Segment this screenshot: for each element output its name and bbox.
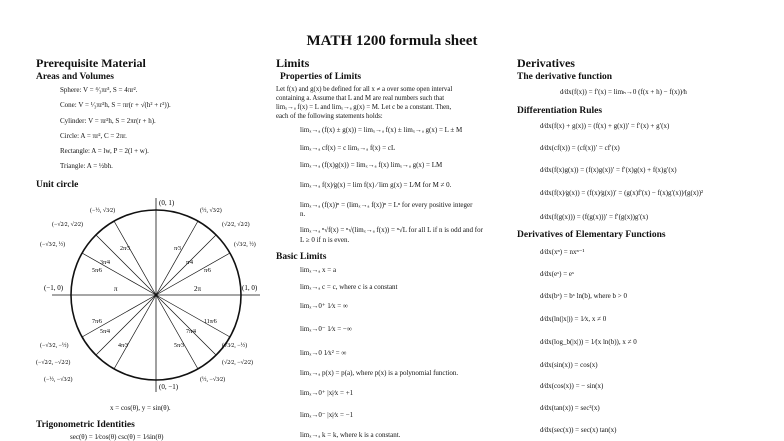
point-left: (−1, 0) [44, 284, 64, 292]
elementary-derivative: d⁄dx(bˣ) = bˣ ln(b), where b > 0 [540, 292, 627, 300]
differentiation-rule: d⁄dx(cf(x)) = (cf(x))′ = cf′(x) [540, 144, 620, 152]
point-q4: (√3⁄2, −½) [222, 343, 248, 349]
point-q1: (√3⁄2, ½) [234, 242, 256, 248]
prerequisite-heading: Prerequisite Material [36, 56, 146, 70]
angle-q1: π⁄3 [174, 246, 182, 252]
intro-line: containing a. Assume that L and M are real numbers such that [276, 95, 445, 102]
elementary-derivative: d⁄dx(tan(x)) = sec²(x) [540, 404, 600, 412]
angle-q1: π⁄6 [204, 268, 212, 274]
area-formula: Circle: A = πr², C = 2πr. [60, 132, 127, 140]
basic-limit: limₓ→0⁺ 1⁄x = ∞ [300, 302, 348, 310]
derivative-function-heading: The derivative function [517, 72, 612, 82]
angle-q1: π⁄4 [186, 260, 194, 266]
radius-150 [82, 253, 156, 295]
differentiation-rule: d⁄dx(f(g(x))) = (f(g(x)))′ = f′(g(x))g′(x) [540, 213, 649, 221]
differentiation-rules-heading: Differentiation Rules [517, 106, 603, 116]
limit-property: limₓ→ₐ (f(x) ± g(x)) = limₓ→ₐ f(x) ± limₓ→ₐ g(x) = L ± M [300, 126, 463, 134]
area-formula: Rectangle: A = lw, P = 2(l + w). [60, 147, 149, 155]
point-q4: (√2⁄2, −√2⁄2) [222, 360, 253, 366]
angle-q4: 5π⁄3 [174, 343, 185, 349]
basic-limit: limₓ→ₐ p(x) = p(a), where p(x) is a polynomial function. [300, 369, 459, 377]
limit-property: limₓ→ₐ (f(x)g(x)) = limₓ→ₐ f(x) limₓ→ₐ g(x) = LM [300, 161, 443, 169]
area-formula: Cone: V = ¹⁄₃πr²h, S = πr(r + √(h² + r²)). [60, 101, 171, 109]
limit-property: n. [300, 210, 306, 218]
angle-q3: 5π⁄4 [100, 329, 111, 335]
basic-limit: limₓ→0 1⁄x² = ∞ [300, 349, 347, 357]
unit-circle-caption: x = cos(θ), y = sin(θ). [110, 404, 171, 412]
radius-210 [82, 295, 156, 337]
area-formula: Triangle: A = ½bh. [60, 162, 113, 170]
limit-property: limₓ→ₐ f(x)⁄g(x) = lim f(x) ⁄ lim g(x) = L⁄M for M ≠ 0. [300, 181, 452, 189]
point-q2: (−½, √3⁄2) [90, 208, 116, 214]
point-q3: (−√3⁄2, −½) [40, 343, 69, 349]
intro-line: Let f(x) and g(x) be defined for all x ≠ a over some open interval [276, 86, 453, 93]
point-q1: (½, √3⁄2) [200, 208, 222, 214]
angle-q2: 2π⁄3 [120, 246, 131, 252]
elementary-derivative: d⁄dx(eˣ) = eˣ [540, 270, 575, 278]
derivative-definition: d⁄dx(f(x)) = f′(x) = limₕ→0 (f(x + h) − f(x))⁄h [560, 88, 687, 96]
basic-limit: limₓ→ₐ k = k, where k is a constant. [300, 431, 401, 439]
basic-limit: limₓ→ₐ x = a [300, 266, 337, 274]
angle-2pi: 2π [194, 285, 202, 293]
point-q2: (−√2⁄2, √2⁄2) [52, 222, 83, 228]
point-top: (0, 1) [159, 199, 175, 207]
differentiation-rule: d⁄dx(f(x) + g(x)) = (f(x) + g(x))′ = f′(x) + g′(x) [540, 122, 670, 130]
radius-240 [114, 295, 156, 369]
angle-q4: 7π⁄4 [186, 329, 197, 335]
elementary-derivative: d⁄dx(cos(x)) = − sin(x) [540, 382, 604, 390]
angle-q2: 5π⁄6 [92, 268, 103, 274]
derivatives-heading: Derivatives [517, 56, 575, 70]
unit-circle-diagram [0, 190, 270, 420]
angle-q2: 3π⁄4 [100, 260, 111, 266]
trig-identities-heading: Trigonometric Identities [36, 420, 135, 430]
point-q2: (−√3⁄2, ½) [40, 242, 66, 248]
trig-identity: sec(θ) = 1⁄cos(θ) csc(θ) = 1⁄sin(θ) [70, 433, 164, 441]
point-q1: (√2⁄2, √2⁄2) [222, 222, 250, 228]
elementary-derivative: d⁄dx(xⁿ) = nxⁿ⁻¹ [540, 248, 585, 256]
limit-property: limₓ→ₐ (f(x))ⁿ = (limₓ→ₐ f(x))ⁿ = Lⁿ for every positive integer [300, 201, 473, 209]
limits-intro [276, 85, 452, 121]
intro-line: limₓ→ₐ f(x) = L and limₓ→ₐ g(x) = M. Let c be a constant. Then, [276, 104, 452, 111]
limits-heading: Limits [276, 56, 310, 70]
angle-q3: 7π⁄6 [92, 319, 103, 325]
unit-circle-heading: Unit circle [36, 180, 79, 190]
point-q3: (−½, −√3⁄2) [44, 377, 73, 383]
point-q4: (½, −√3⁄2) [200, 377, 226, 383]
area-formula: Sphere: V = ⁴⁄₃πr³, S = 4πr². [60, 86, 138, 94]
basic-limit: limₓ→ₐ c = c, where c is a constant [300, 283, 398, 291]
radius-120 [114, 221, 156, 295]
limit-property: L ≥ 0 if n is even. [300, 236, 350, 244]
limit-property: limₓ→ₐ ⁿ√f(x) = ⁿ√(limₓ→ₐ f(x)) = ⁿ√L for all L if n is odd and for [300, 226, 483, 234]
radius-60 [156, 221, 198, 295]
point-q3: (−√2⁄2, −√2⁄2) [36, 360, 71, 366]
point-bottom: (0, −1) [159, 383, 179, 391]
differentiation-rule: d⁄dx(f(x)g(x)) = (f(x)g(x))′ = f′(x)g(x) + f(x)g′(x) [540, 166, 677, 174]
basic-limit: limₓ→0⁻ 1⁄x = −∞ [300, 325, 352, 333]
limit-property: limₓ→ₐ cf(x) = c limₓ→ₐ f(x) = cL [300, 144, 396, 152]
differentiation-rule: d⁄dx(f(x)⁄g(x)) = (f(x)⁄g(x))′ = (g(x)f′(x) − f(x)g′(x))⁄(g(x))² [540, 189, 704, 197]
radius-315 [156, 295, 216, 355]
elementary-derivatives-heading: Derivatives of Elementary Functions [517, 230, 666, 240]
elementary-derivative: d⁄dx(ln(|x|)) = 1⁄x, x ≠ 0 [540, 315, 607, 323]
angle-q4: 11π⁄6 [204, 319, 217, 325]
basic-limit: limₓ→0⁺ |x|⁄x = +1 [300, 389, 354, 397]
limit-properties-heading: Properties of Limits [280, 72, 362, 82]
page-title: MATH 1200 formula sheet [306, 33, 478, 49]
basic-limit: limₓ→0⁻ |x|⁄x = −1 [300, 411, 354, 419]
elementary-derivative: d⁄dx(sin(x)) = cos(x) [540, 361, 598, 369]
areas-volumes-heading: Areas and Volumes [36, 72, 114, 82]
area-formula: Cylinder: V = πr²h, S = 2πr(r + h). [60, 117, 156, 125]
angle-q3: 4π⁄3 [118, 343, 129, 349]
point-right: (1, 0) [242, 284, 258, 292]
elementary-derivative: d⁄dx(sec(x)) = sec(x) tan(x) [540, 426, 617, 434]
intro-line: each of the following statements holds: [276, 113, 383, 120]
basic-limits-heading: Basic Limits [276, 252, 327, 262]
angle-pi: π [114, 285, 118, 293]
elementary-derivative: d⁄dx(log_b(|x|)) = 1⁄(x ln(b)), x ≠ 0 [540, 338, 637, 346]
